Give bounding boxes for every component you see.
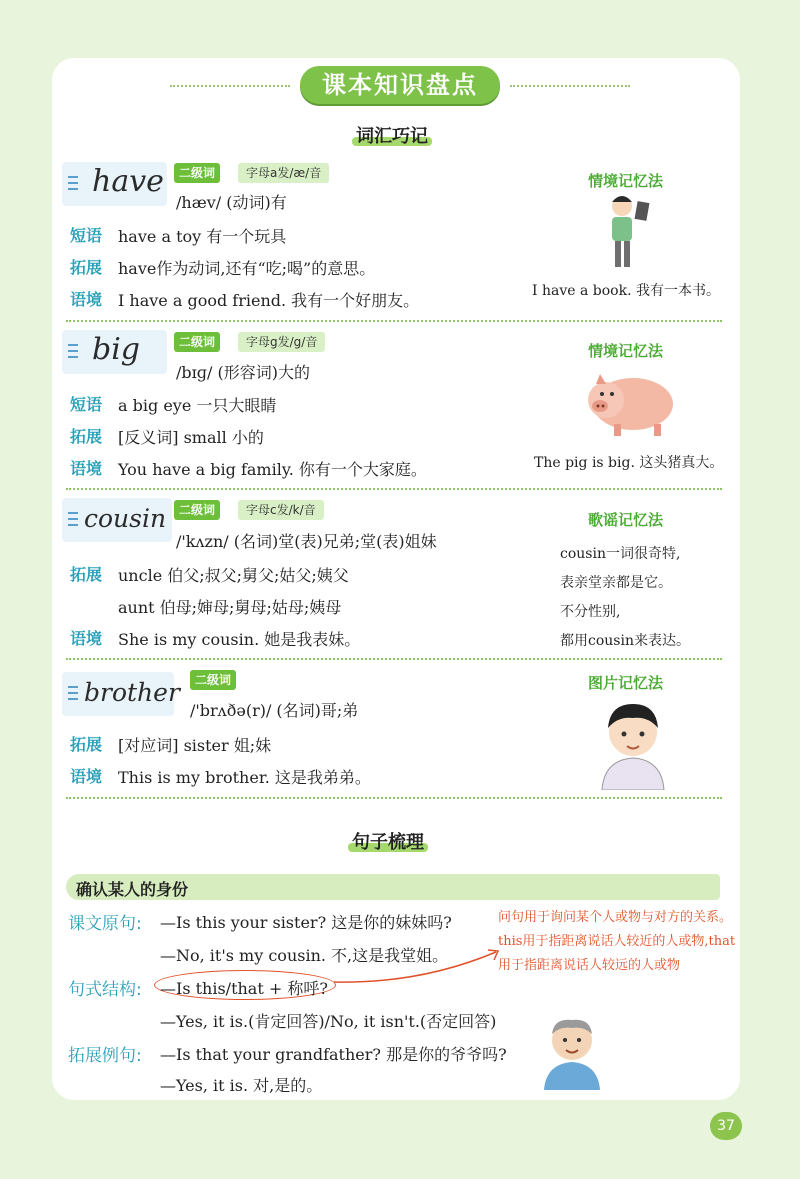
illustration-caption: The pig is big. 这头猪真大。 bbox=[534, 455, 724, 471]
phonetic-text: /'brʌðə(r)/ (名词)哥;弟 bbox=[190, 701, 359, 720]
line-text: [反义词] small 小的 bbox=[118, 428, 264, 447]
memory-method-label: 情境记忆法 bbox=[588, 342, 664, 360]
word-text: brother bbox=[84, 678, 180, 707]
word-card-cousin bbox=[62, 498, 172, 542]
line-label: 拓展 bbox=[70, 565, 103, 584]
line-text: I have a good friend. 我有一个好朋友。 bbox=[118, 291, 420, 310]
level-badge: 二级词 bbox=[174, 500, 220, 520]
dash-icon bbox=[68, 686, 78, 704]
level-badge: 二级词 bbox=[190, 670, 236, 690]
line-label: 短语 bbox=[70, 226, 103, 245]
line-text: This is my brother. 这是我弟弟。 bbox=[118, 768, 371, 787]
vocab-section-title-text: 词汇巧记 bbox=[356, 126, 428, 147]
word-card-have bbox=[62, 162, 167, 206]
line-label: 拓展 bbox=[70, 427, 103, 446]
title-dotted-line-right bbox=[510, 85, 630, 87]
sentence-label: 句式结构: bbox=[68, 980, 142, 1000]
phonics-badge: 字母c发/k/音 bbox=[238, 500, 324, 520]
title-dotted-line-left bbox=[170, 85, 290, 87]
annotation-arrow bbox=[330, 946, 504, 986]
rhyme-line: 不分性别, bbox=[560, 604, 621, 620]
line-text: have a toy 有一个玩具 bbox=[118, 227, 287, 246]
sentence-topic-bar bbox=[66, 874, 720, 900]
rhyme-line: cousin一词很奇特, bbox=[560, 546, 681, 562]
level-badge: 二级词 bbox=[174, 163, 220, 183]
sentence-text: —Is that your grandfather? 那是你的爷爷吗? bbox=[160, 1045, 507, 1064]
phonetic-text: /'kʌzn/ (名词)堂(表)兄弟;堂(表)姐妹 bbox=[176, 532, 437, 551]
sentence-text: —Is this your sister? 这是你的妹妹吗? bbox=[160, 913, 452, 932]
page-title: 课本知识盘点 bbox=[300, 66, 500, 104]
line-label: 拓展 bbox=[70, 735, 103, 754]
brother-portrait-illustration bbox=[598, 698, 668, 790]
rhyme-line: 表亲堂亲都是它。 bbox=[560, 575, 672, 591]
vocab-section-title bbox=[356, 122, 428, 148]
dash-icon bbox=[68, 512, 78, 530]
line-text: uncle 伯父;叔父;舅父;姑父;姨父 bbox=[118, 566, 349, 585]
memory-method-label: 歌谣记忆法 bbox=[588, 511, 664, 529]
divider bbox=[66, 488, 722, 490]
sentence-label: 课文原句: bbox=[68, 914, 142, 934]
sentence-topic-title: 确认某人的身份 bbox=[76, 880, 189, 899]
line-text: aunt 伯母;婶母;舅母;姑母;姨母 bbox=[118, 598, 342, 617]
boy-with-book-illustration bbox=[600, 192, 656, 274]
line-label: 拓展 bbox=[70, 258, 103, 277]
page-title-wrap bbox=[170, 66, 630, 106]
dash-icon bbox=[68, 176, 78, 194]
sentence-label: 拓展例句: bbox=[68, 1046, 142, 1066]
divider bbox=[66, 797, 722, 799]
phonics-badge: 字母a发/æ/音 bbox=[238, 163, 329, 183]
line-text: You have a big family. 你有一个大家庭。 bbox=[118, 460, 427, 479]
divider bbox=[66, 320, 722, 322]
memory-method-label: 情境记忆法 bbox=[588, 172, 664, 190]
line-label: 语境 bbox=[70, 629, 103, 648]
sentence-text: —Yes, it is.(肯定回答)/No, it isn't.(否定回答) bbox=[160, 1012, 497, 1031]
sentence-text: —Yes, it is. 对,是的。 bbox=[160, 1076, 323, 1095]
level-badge: 二级词 bbox=[174, 332, 220, 352]
illustration-caption: I have a book. 我有一本书。 bbox=[532, 283, 720, 299]
line-label: 语境 bbox=[70, 459, 103, 478]
page-number: 37 bbox=[710, 1112, 742, 1140]
word-text: cousin bbox=[84, 504, 167, 533]
phonics-badge: 字母g发/g/音 bbox=[238, 332, 325, 352]
line-label: 语境 bbox=[70, 290, 103, 309]
rhyme-line: 都用cousin来表达。 bbox=[560, 633, 690, 649]
line-label: 语境 bbox=[70, 767, 103, 786]
line-text: She is my cousin. 她是我表妹。 bbox=[118, 630, 361, 649]
sentence-text: —No, it's my cousin. 不,这是我堂姐。 bbox=[160, 946, 449, 965]
divider bbox=[66, 658, 722, 660]
phonetic-text: /bɪɡ/ (形容词)大的 bbox=[176, 363, 310, 382]
dash-icon bbox=[68, 344, 78, 362]
line-text: a big eye 一只大眼睛 bbox=[118, 396, 277, 415]
sentence-section-title-text: 句子梳理 bbox=[352, 832, 424, 853]
word-card-brother bbox=[62, 672, 180, 716]
line-text: [对应词] sister 姐;妹 bbox=[118, 736, 272, 755]
word-card-big bbox=[62, 330, 167, 374]
line-text: have作为动词,还有“吃;喝”的意思。 bbox=[118, 259, 376, 278]
memory-method-label: 图片记忆法 bbox=[588, 674, 664, 692]
sentence-section-title bbox=[352, 828, 424, 854]
grammar-note: 问句用于询问某个人或物与对方的关系。this用于指距离说话人较近的人或物,that用于指距离说话人较远的人或物 bbox=[498, 910, 736, 973]
sentence-text: —Is this/that + 称呼? bbox=[160, 979, 328, 998]
pig-illustration bbox=[578, 370, 678, 440]
word-text: have bbox=[92, 164, 164, 199]
word-text: big bbox=[92, 332, 141, 367]
grandfather-illustration bbox=[540, 1012, 606, 1090]
line-label: 短语 bbox=[70, 395, 103, 414]
phonetic-text: /hæv/ (动词)有 bbox=[176, 193, 287, 212]
